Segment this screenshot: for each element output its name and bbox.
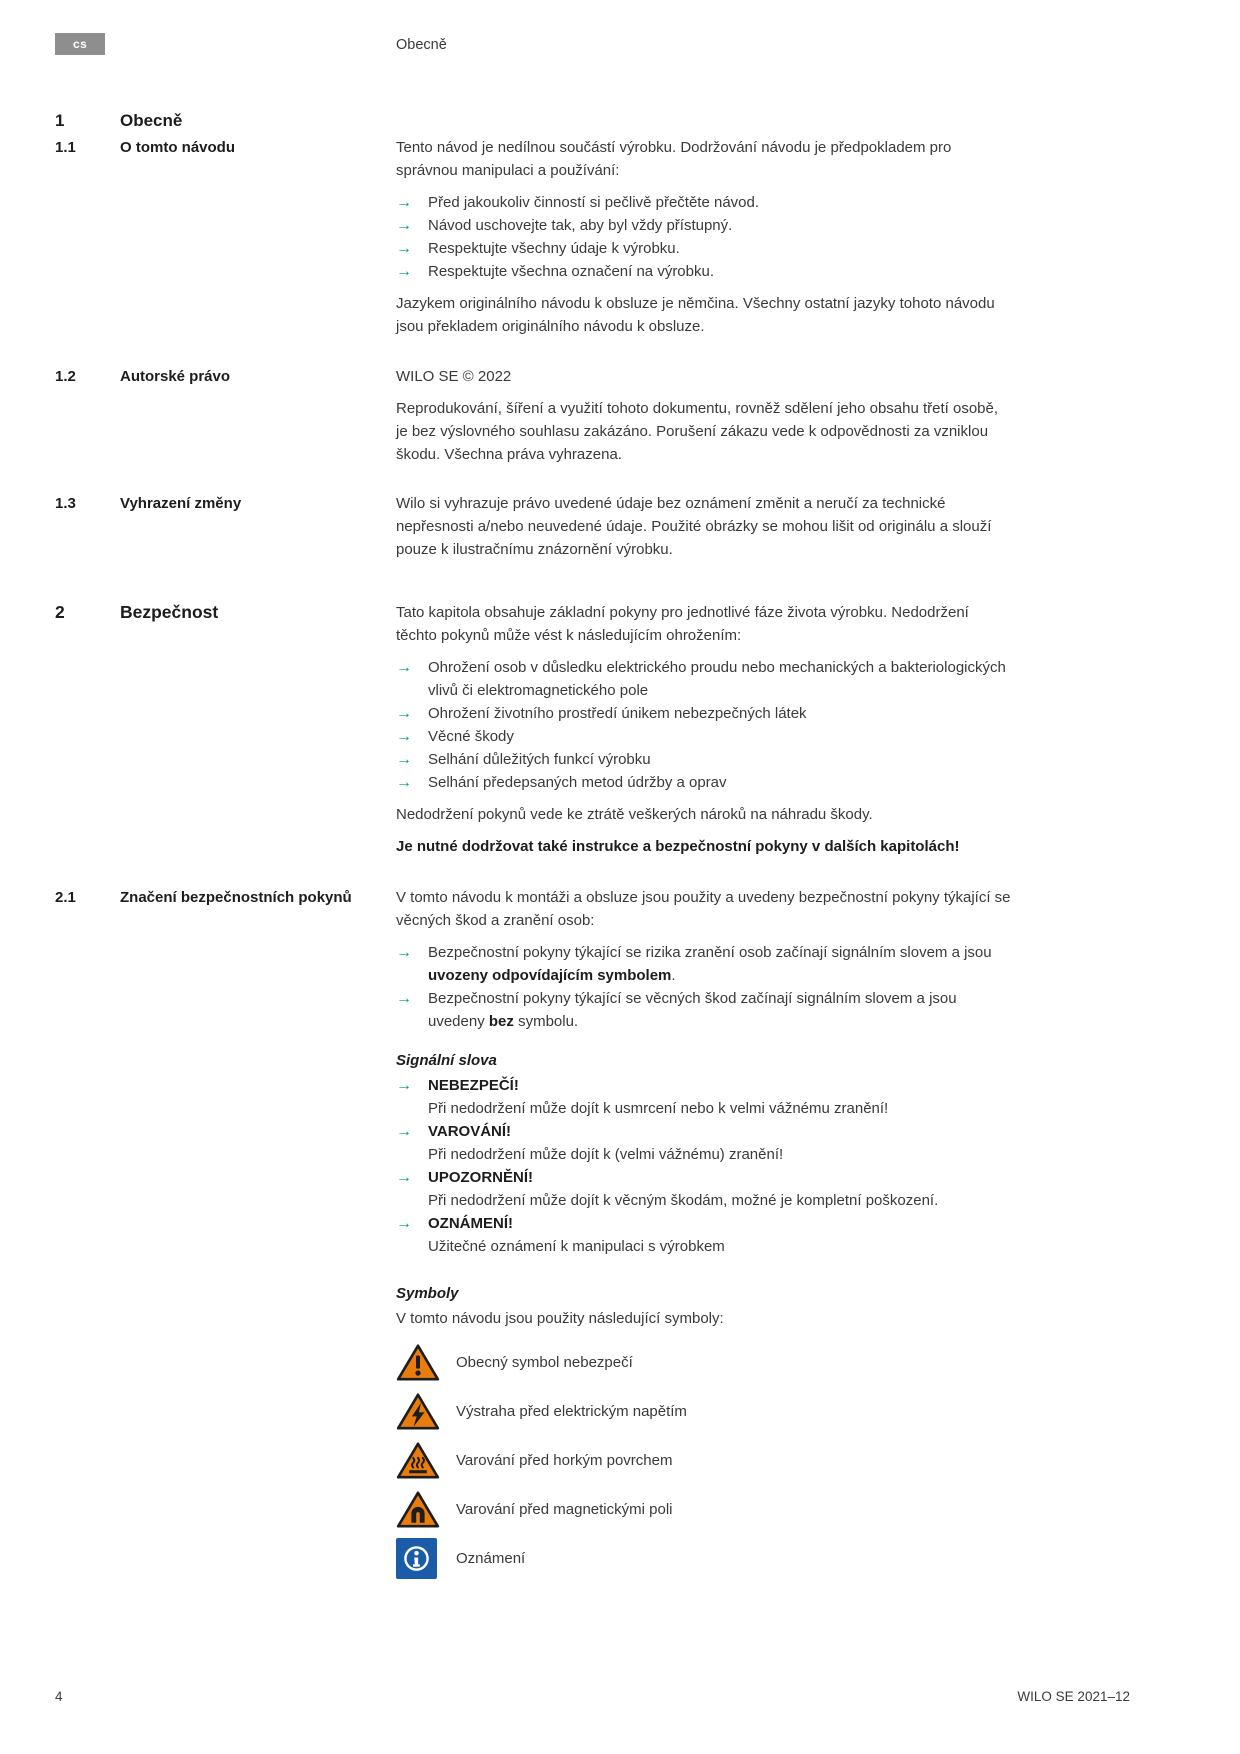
section-1-2-heading [55,365,396,388]
bullet-text: Věcné škody [428,728,514,745]
general-danger-icon [396,1343,442,1382]
section-number: 1.1 [55,139,76,156]
symbol-label: Varování před magnetickými poli [456,1500,673,1518]
bullet-text: Selhání předepsaných metod údržby a oprav [428,774,727,791]
paragraph: V tomto návodu jsou použity následující symboly: [396,1310,724,1327]
signal-description: Při nedodržení může dojít k věcným škodám, možné je kompletní poškození. [428,1192,939,1209]
symbol-label: Varování před horkým povrchem [456,1451,673,1469]
arrow-bullet-icon: → [396,1123,412,1140]
copyright-line: WILO SE © 2022 [396,368,512,385]
list-item [396,656,1011,702]
section-number: 1.2 [55,368,76,385]
section-2-1-content [396,886,1011,1588]
bullet-text-normal: Bezpečnostní pokyny týkající se věcných škod začínají signálním slovem a jsou uvedeny [428,990,957,1030]
list-item [396,771,1011,794]
bullet-list [396,941,1011,1033]
list-item [396,987,1011,1033]
section-title: Autorské právo [120,368,231,385]
section-title: Vyhrazení změny [120,495,242,512]
paragraph: Tento návod je nedílnou součástí výrobku. Dodržování návodu je předpokladem pro správnou manipulaci a používání: [396,139,952,179]
signal-word: NEBEZPEČÍ! [428,1077,519,1094]
arrow-bullet-icon: → [396,1077,412,1094]
arrow-bullet-icon: → [396,194,412,211]
arrow-bullet-icon: → [396,659,412,676]
page-footer [55,1685,1130,1708]
signal-description: Při nedodržení může dojít k (velmi vážnému) zranění! [428,1146,784,1163]
bullet-text-normal: Bezpečnostní pokyny týkající se rizika zranění osob začínají signálním slovem a jsou [428,944,992,961]
list-item [396,1120,1011,1166]
arrow-bullet-icon: → [396,1169,412,1186]
section-2-heading [55,601,396,624]
bullet-text-normal: . [671,967,676,984]
signal-word: UPOZORNĚNÍ! [428,1169,533,1186]
language-badge-container [55,32,396,55]
section-title: Bezpečnost [120,602,219,622]
language-badge: cs [55,33,105,55]
list-item [396,1391,1011,1431]
arrow-bullet-icon: → [396,751,412,768]
bullet-text: Návod uschovejte tak, aby byl vždy přístupný. [428,217,733,234]
list-item [396,748,1011,771]
section-1-heading [55,109,396,132]
list-item [396,214,1011,237]
section-number: 2.1 [55,889,76,906]
section-1-1-heading [55,136,396,159]
symbol-label: Výstraha před elektrickým napětím [456,1402,687,1420]
arrow-bullet-icon: → [396,944,412,961]
arrow-bullet-icon: → [396,728,412,745]
section-1-3-row [55,492,1130,561]
section-1-heading-row [55,109,1130,132]
signal-description: Užitečné oznámení k manipulaci s výrobkem [428,1238,725,1255]
section-1-1-content [396,136,1011,338]
section-title: Obecně [120,111,183,130]
paragraph: V tomto návodu k montáži a obsluze jsou použity a uvedeny bezpečnostní pokyny týkající se věcných škod a zranění osob: [396,889,1011,929]
hot-surface-icon [396,1441,442,1480]
paragraph: Nedodržení pokynů vede ke ztrátě veškerých nároků na náhradu škody. [396,806,873,823]
list-item [396,941,1011,987]
signal-entry [428,1074,1011,1120]
signal-word-list [396,1074,1011,1258]
signal-entry [428,1166,1011,1212]
bullet-text: Selhání důležitých funkcí výrobku [428,751,651,768]
bullet-text [428,987,1011,1033]
list-item [396,1440,1011,1480]
list-item [396,725,1011,748]
bullet-text: Ohrožení životního prostředí únikem nebezpečných látek [428,705,807,722]
arrow-bullet-icon: → [396,217,412,234]
list-item [396,237,1011,260]
bullet-text-normal: symbolu. [513,1013,579,1030]
page-number: 4 [55,1689,63,1704]
paragraph: Jazykem originálního návodu k obsluze je němčina. Všechny ostatní jazyky tohoto návodu jsou překladem originálního návodu k obsluze. [396,295,995,335]
magnetic-field-icon [396,1490,442,1529]
section-1-3-content [396,492,1011,561]
symbols-heading: Symboly [396,1285,459,1302]
list-item [396,1212,1011,1258]
bullet-list [396,656,1011,794]
safety-note-bold: Je nutné dodržovat také instrukce a bezpečnostní pokyny v dalších kapitolách! [396,838,960,855]
running-header-title: Obecně [396,37,447,53]
section-2-row [55,601,1130,858]
section-1-3-heading [55,492,396,515]
signal-words-heading: Signální slova [396,1052,497,1069]
section-1-2-row [55,365,1130,466]
arrow-bullet-icon: → [396,1215,412,1232]
page-header [55,32,1130,57]
symbol-label: Oznámení [456,1550,526,1567]
bullet-text: Před jakoukoliv činností si pečlivě přečtěte návod. [428,194,760,211]
list-item [396,1342,1011,1382]
paragraph: Tato kapitola obsahuje základní pokyny pro jednotlivé fáze života výrobku. Nedodržení těchto pokynů může vést k následujícím ohrožením: [396,604,969,644]
bullet-text-bold: uvozeny odpovídajícím symbolem [428,967,672,984]
arrow-bullet-icon: → [396,705,412,722]
bullet-list [396,191,1011,283]
section-number: 2 [55,602,65,622]
section-2-content [396,601,1011,858]
section-2-1-row [55,886,1130,1588]
section-title: Značení bezpečnostních pokynů [120,889,352,906]
section-1-1-row [55,136,1130,338]
arrow-bullet-icon: → [396,774,412,791]
bullet-text: Respektujte všechny údaje k výrobku. [428,240,680,257]
bullet-text-bold: bez [488,1013,514,1030]
paragraph: Wilo si vyhrazuje právo uvedené údaje bez oznámení změnit a neručí za technické nepřesnosti a/nebo neuvedené údaje. Použité obrázky se mohou lišit od originálu a slouží pouze k ilustračnímu znázornění výrobku. [396,495,992,558]
bullet-text: Respektujte všechna označení na výrobku. [428,263,715,280]
arrow-bullet-icon: → [396,990,412,1007]
section-1-2-content [396,365,1011,466]
section-number: 1 [55,111,65,130]
paragraph: Reprodukování, šíření a využití tohoto dokumentu, rovněž sdělení jeho obsahu třetí osobě, je bez výslovného souhlasu zakázáno. Porušení zákazu vede k odpovědnosti za vzniklou škodu. Všechna práva vyhrazena. [396,400,999,463]
list-item [396,260,1011,283]
list-item [396,1166,1011,1212]
symbols-list [396,1342,1011,1579]
section-number: 1.3 [55,495,76,512]
arrow-bullet-icon: → [396,263,412,280]
symbol-label: Obecný symbol nebezpečí [456,1353,633,1371]
electrical-voltage-icon [396,1392,442,1431]
section-2-1-heading [55,886,396,909]
bullet-text [428,941,1011,987]
list-item [396,1538,1011,1579]
arrow-bullet-icon: → [396,240,412,257]
bullet-text: Ohrožení osob v důsledku elektrického proudu nebo mechanických a bakteriologických vlivů či elektromagnetického pole [428,659,1006,699]
list-item [396,1489,1011,1529]
signal-word: VAROVÁNÍ! [428,1123,512,1140]
notice-icon [396,1538,442,1579]
list-item [396,191,1011,214]
signal-entry [428,1212,1011,1258]
list-item [396,1074,1011,1120]
signal-word: OZNÁMENÍ! [428,1215,513,1232]
signal-description: Při nedodržení může dojít k usmrcení nebo k velmi vážnému zranění! [428,1100,889,1117]
list-item [396,702,1011,725]
signal-entry [428,1120,1011,1166]
document-reference: WILO SE 2021–12 [1017,1689,1130,1704]
section-title: O tomto návodu [120,139,235,156]
